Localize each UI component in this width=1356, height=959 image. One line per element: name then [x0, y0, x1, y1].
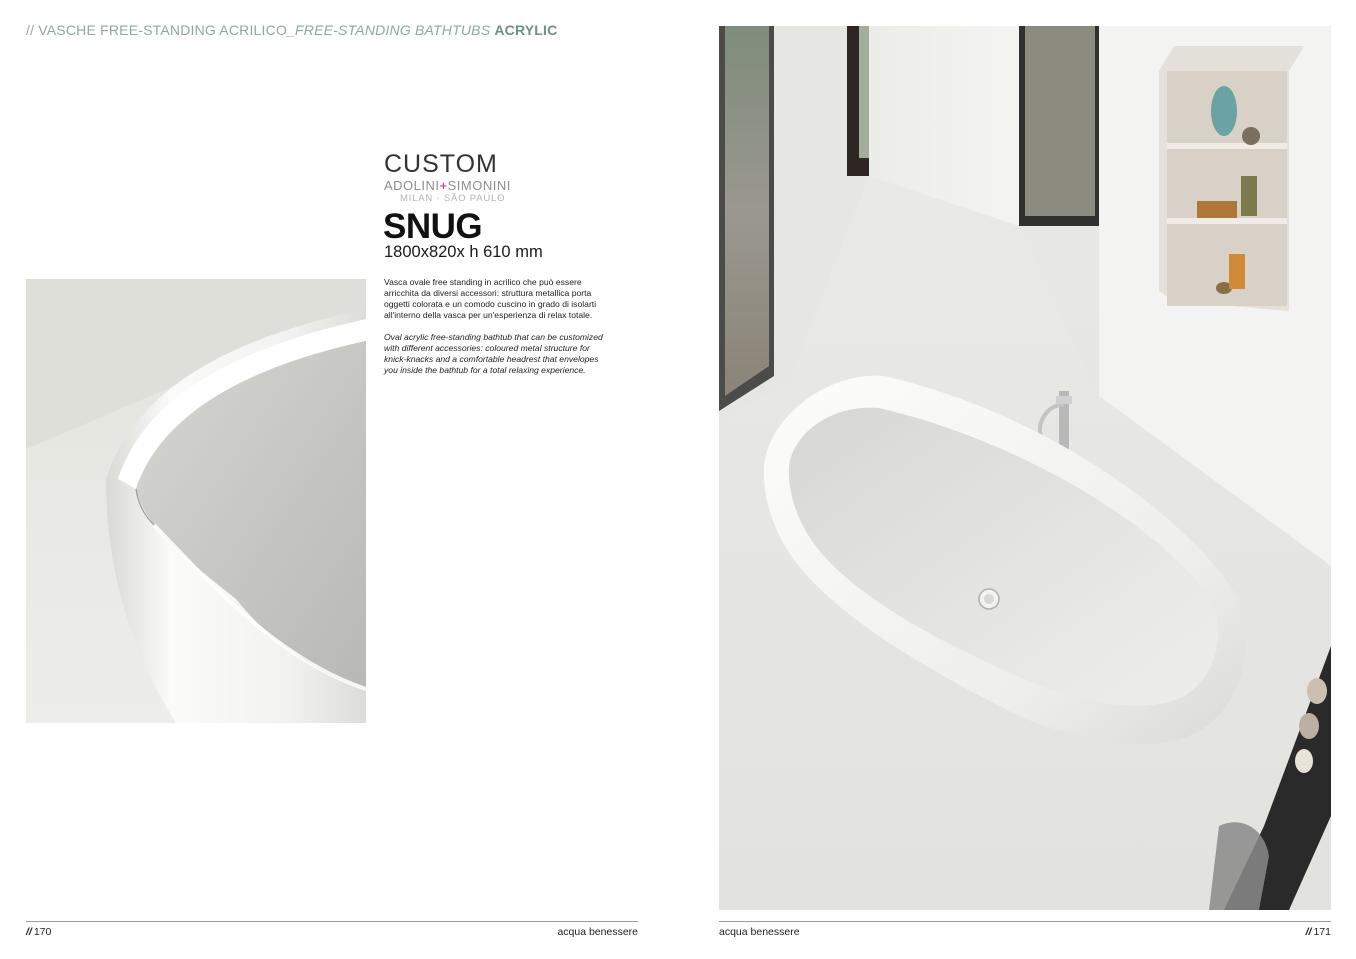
- designer-plus: +: [439, 178, 448, 193]
- product-dimensions: 1800x820x h 610 mm: [384, 243, 543, 261]
- page-number-left: [26, 926, 51, 938]
- header-category-en: _FREE-STANDING BATHTUBS: [287, 22, 491, 38]
- folio-slashes: //: [26, 926, 32, 938]
- designer-credit: [384, 178, 644, 193]
- footer-title-left: acqua benessere: [557, 926, 638, 938]
- description-italian: Vasca ovale free standing in acrilico che può essere arricchita da diversi accessori: struttura metallica porta oggetti colorata e un comodo cuscino in grado di isolarti all'interno della vasca per un'esperienza di relax totale.: [384, 277, 597, 320]
- page-number-right: [1306, 926, 1331, 938]
- header-material: ACRYLIC: [494, 22, 558, 38]
- bathtub-detail-photo: [26, 279, 366, 723]
- designer-name-1: ADOLINI: [384, 178, 440, 193]
- folio-slashes: //: [1305, 926, 1312, 938]
- bathtub-room-photo: [719, 26, 1331, 910]
- right-page: [678, 0, 1356, 959]
- brand-block: [384, 150, 644, 205]
- footer-title-right: acqua benessere: [719, 926, 800, 938]
- brand-logo: CUSTOM: [384, 150, 498, 178]
- section-header: [26, 22, 557, 38]
- footer-rule: [26, 921, 638, 922]
- designer-cities: MILAN · SÃO PAULO: [400, 193, 506, 204]
- description-english: Oval acrylic free-standing bathtub that can be customized with different accessories: coloured metal structure for knick-knacks and a comfortable headrest that envelopes you inside the bathtub for a total relaxing experience.: [384, 332, 603, 375]
- product-name: SNUG: [383, 207, 483, 246]
- footer-rule: [719, 921, 1331, 922]
- designer-name-2: SIMONINI: [447, 178, 511, 193]
- header-category-it: // VASCHE FREE-STANDING ACRILICO: [26, 22, 288, 38]
- folio-number: 170: [33, 926, 52, 938]
- folio-number: 171: [1313, 926, 1331, 938]
